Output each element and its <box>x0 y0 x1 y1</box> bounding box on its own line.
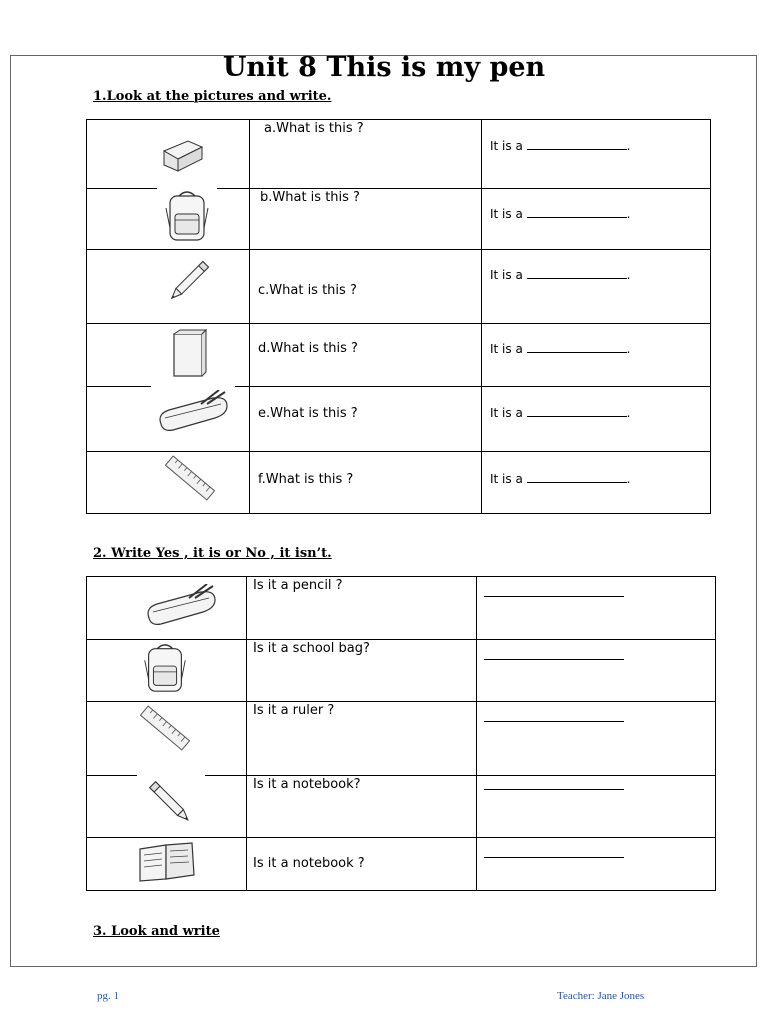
question-text: c.What is this ? <box>258 283 357 298</box>
answer-prefix: It is a <box>490 139 523 153</box>
pencil-icon <box>137 774 205 832</box>
pencil-case-icon <box>151 385 235 441</box>
book-icon <box>165 328 211 380</box>
question-cell <box>247 838 477 891</box>
answer-blank[interactable] <box>527 341 627 353</box>
question-text: Is it a notebook ? <box>253 856 365 871</box>
open-book-icon <box>135 840 199 884</box>
answer-cell[interactable] <box>477 577 716 640</box>
answer-blank[interactable] <box>527 267 627 279</box>
page-title: Unit 8 This is my pen <box>222 52 546 83</box>
question-text: f.What is this ? <box>258 472 354 487</box>
section2-heading: 2. Write Yes , it is or No , it isn’t. <box>93 546 332 561</box>
question-text: Is it a notebook? <box>253 777 361 792</box>
answer-blank[interactable] <box>527 471 627 483</box>
question-cell <box>250 250 482 324</box>
picture-cell <box>87 640 247 702</box>
question-cell <box>250 387 482 452</box>
table-row <box>87 324 711 387</box>
question-cell <box>247 577 477 640</box>
answer-prefix: It is a <box>490 207 523 221</box>
picture-cell <box>87 702 247 776</box>
answer-line[interactable] <box>484 789 624 790</box>
picture-cell <box>87 452 250 514</box>
answer-cell[interactable]: It is a . <box>482 452 711 514</box>
table-row <box>87 452 711 514</box>
answer-prefix: It is a <box>490 406 523 420</box>
table-row <box>87 640 716 702</box>
eraser-icon <box>157 128 207 178</box>
picture-cell <box>87 120 250 189</box>
question-cell <box>250 452 482 514</box>
question-text: Is it a ruler ? <box>253 703 335 718</box>
table-row <box>87 250 711 324</box>
answer-blank[interactable] <box>527 206 627 218</box>
section1-heading: 1.Look at the pictures and write. <box>93 89 332 104</box>
pencil-case-icon <box>141 583 221 631</box>
school-bag-icon <box>137 640 193 696</box>
answer-line[interactable] <box>484 721 624 722</box>
school-bag-icon <box>157 187 217 245</box>
picture-cell <box>87 324 250 387</box>
picture-cell <box>87 838 247 891</box>
table-row <box>87 387 711 452</box>
answer-cell[interactable] <box>477 838 716 891</box>
answer-prefix: It is a <box>490 472 523 486</box>
answer-cell[interactable]: It is a . <box>482 324 711 387</box>
question-cell <box>250 189 482 250</box>
question-text: b.What is this ? <box>260 190 360 205</box>
question-text: a.What is this ? <box>264 121 364 136</box>
footer-teacher: Teacher: Jane Jones <box>557 990 645 1002</box>
answer-cell[interactable]: It is a . <box>482 387 711 452</box>
section3-heading: 3. Look and write <box>93 924 220 939</box>
question-cell <box>247 640 477 702</box>
table-row <box>87 577 716 640</box>
table-row <box>87 776 716 838</box>
ruler-icon <box>137 702 193 754</box>
pencil-icon <box>159 254 217 310</box>
answer-cell[interactable]: It is a . <box>482 250 711 324</box>
answer-cell[interactable] <box>477 702 716 776</box>
question-text: e.What is this ? <box>258 406 358 421</box>
answer-line[interactable] <box>484 659 624 660</box>
answer-prefix: It is a <box>490 268 523 282</box>
question-text: d.What is this ? <box>258 341 358 356</box>
answer-prefix: It is a <box>490 342 523 356</box>
picture-cell <box>87 250 250 324</box>
answer-blank[interactable] <box>527 138 627 150</box>
question-cell <box>250 324 482 387</box>
section1-table <box>86 119 711 514</box>
answer-cell[interactable] <box>477 640 716 702</box>
table-row <box>87 702 716 776</box>
ruler-icon <box>163 453 217 503</box>
section2-table <box>86 576 716 891</box>
answer-blank[interactable] <box>527 405 627 417</box>
answer-cell[interactable]: It is a . <box>482 189 711 250</box>
picture-cell <box>87 189 250 250</box>
question-cell <box>247 702 477 776</box>
picture-cell <box>87 387 250 452</box>
answer-line[interactable] <box>484 596 624 597</box>
answer-line[interactable] <box>484 857 624 858</box>
question-cell <box>247 776 477 838</box>
picture-cell <box>87 776 247 838</box>
answer-cell[interactable] <box>477 776 716 838</box>
question-text: Is it a pencil ? <box>253 578 343 593</box>
picture-cell <box>87 577 247 640</box>
question-text: Is it a school bag? <box>253 641 370 656</box>
footer-page-number: pg. 1 <box>97 990 119 1002</box>
question-cell <box>250 120 482 189</box>
table-row <box>87 120 711 189</box>
table-row <box>87 189 711 250</box>
answer-cell[interactable]: It is a . <box>482 120 711 189</box>
table-row <box>87 838 716 891</box>
